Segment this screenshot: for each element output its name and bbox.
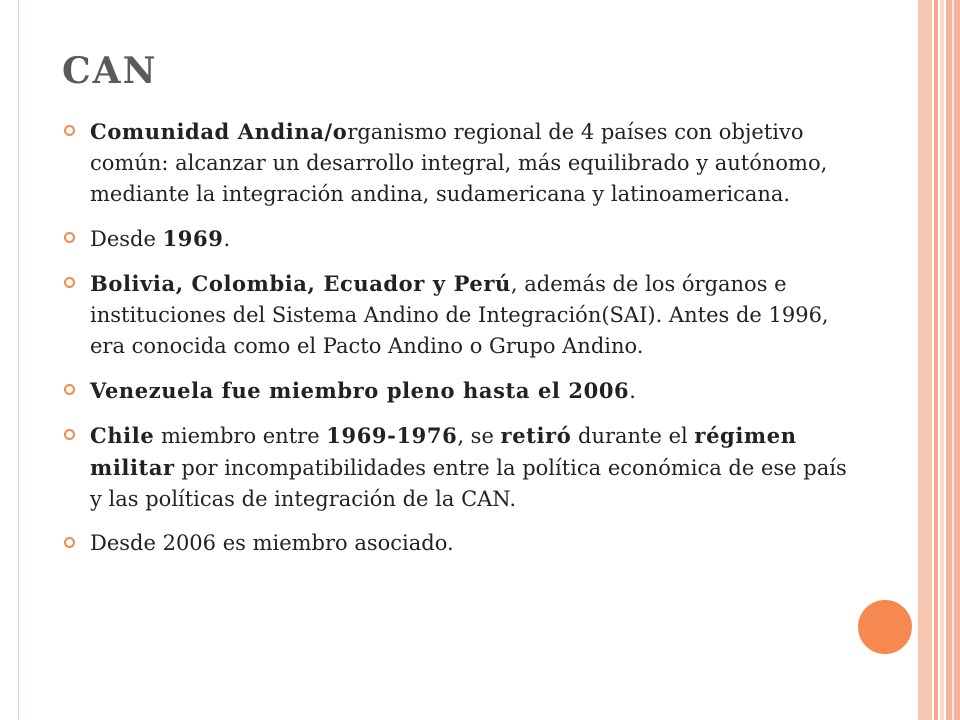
bold-text: 1969-1976 [326,423,458,448]
bullet-ring-icon [64,232,75,243]
bullet-ring-icon [64,537,75,548]
bold-text: retiró [500,423,572,448]
decor-stripe [918,0,932,720]
text: miembro entre [154,424,327,448]
bold-text: 1969 [162,226,224,251]
text: , además de los órganos e instituciones del Sistema Andino de Integración(SAI). Antes de 1996, era conocida como el Pacto Andino o Grupo Andino. [90,272,829,358]
text: rganismo regional de 4 países con objetivo común: alcanzar un desarrollo integral, más equilibrado y autónomo, mediante la integración andina, sudamericana y latinoamericana. [90,120,828,206]
bold-text: régimen militar [90,423,797,480]
decor-stripe [940,0,944,720]
bullet-item [62,528,862,559]
bullet-ring-icon [64,384,75,395]
text: . [223,227,231,251]
text: durante el [571,424,695,448]
decor-stripe [934,0,938,720]
decor-circle [855,597,915,657]
slide-title: CAN [62,50,158,92]
text: . [629,379,636,403]
text: Desde 2006 es miembro asociado. [90,531,454,555]
frame-line [18,0,19,720]
text: por incompatibilidades entre la política económica de ese país y las políticas de integración de la CAN. [90,456,847,511]
bullet-item [62,268,862,362]
bullet-item [62,420,862,515]
bold-text: Chile [90,423,155,448]
bullet-ring-icon [64,429,75,440]
text: , se [457,424,501,448]
bullet-item [62,116,862,210]
bold-text: Venezuela fue miembro pleno hasta el 2006 [90,378,630,403]
text: Desde [90,227,163,251]
decor-stripe [952,0,954,720]
bullet-ring-icon [64,277,75,288]
bold-text: Comunidad Andina/o [90,119,348,144]
bullet-item [62,223,862,255]
bold-text: Bolivia, Colombia, Ecuador y Perú [90,271,511,296]
bullet-ring-icon [64,125,75,136]
bullet-item [62,375,862,407]
bullet-list [62,116,862,572]
